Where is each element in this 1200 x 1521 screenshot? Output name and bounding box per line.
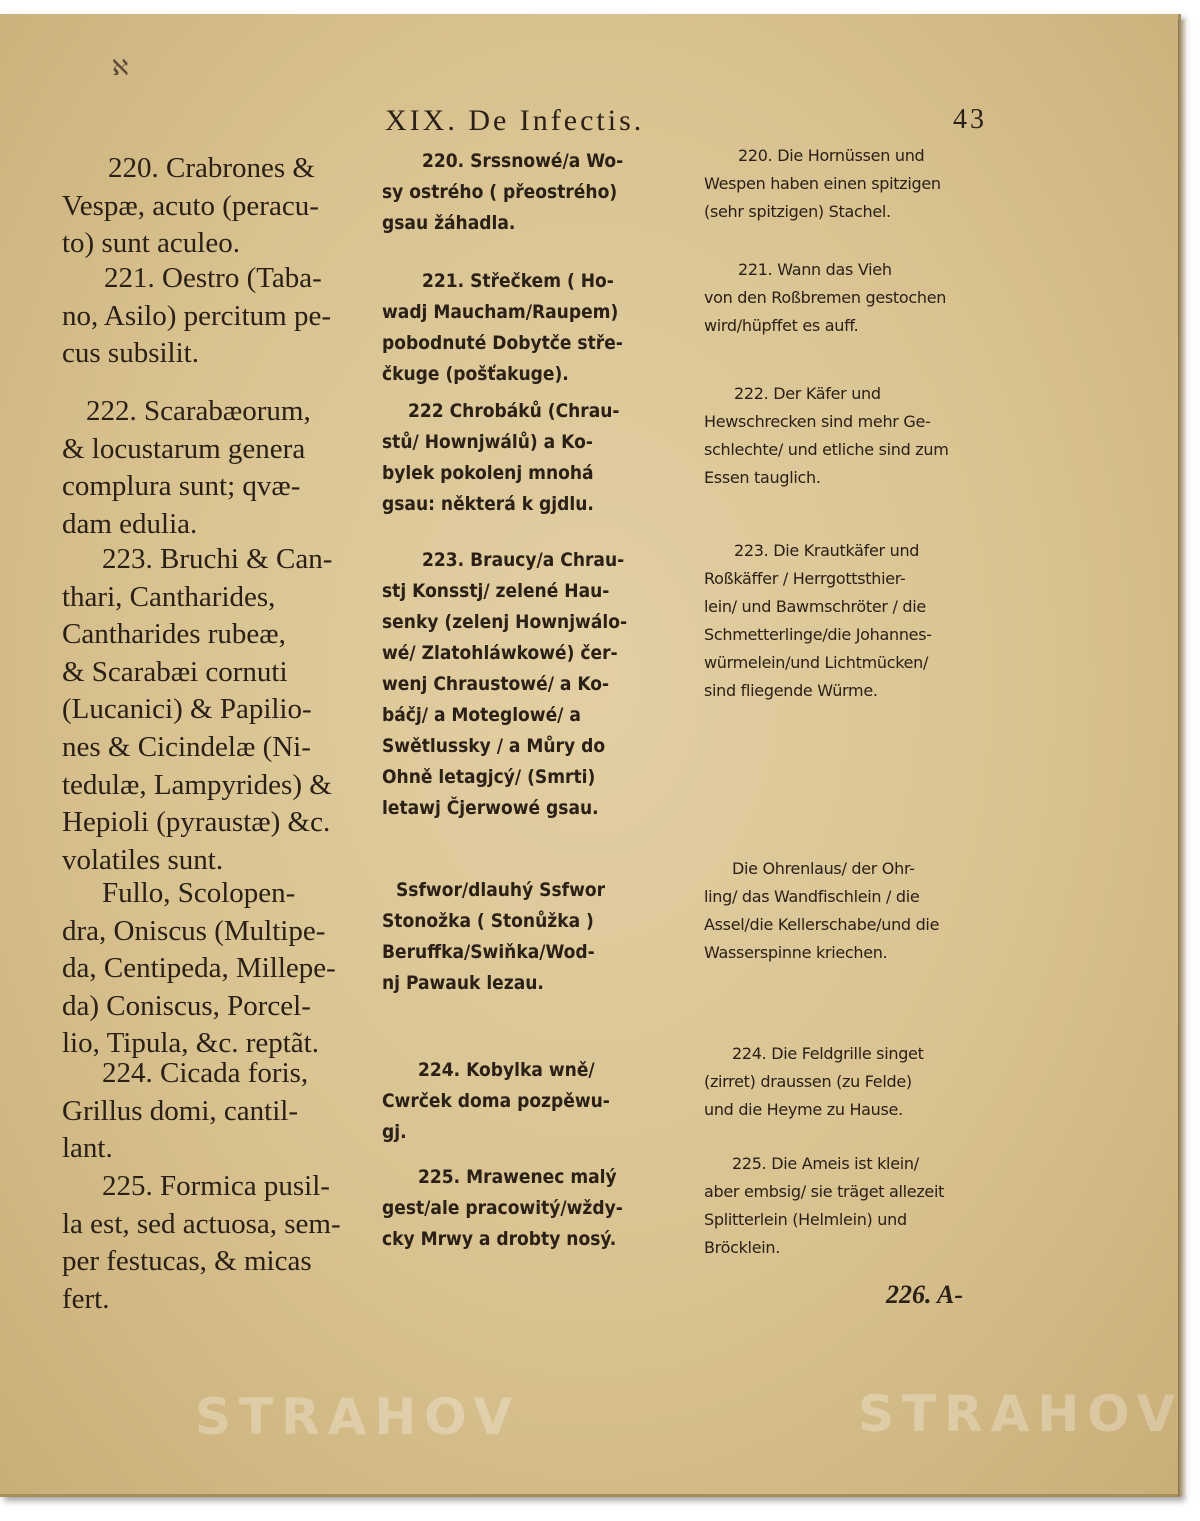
text-line: 220. Crabrones & — [108, 152, 315, 184]
page-number: 43 — [953, 104, 987, 135]
watermark-right: STRAHOV — [858, 1385, 1184, 1443]
german-entry-ohrenlaus — [704, 855, 1004, 967]
text-line: nes & Cicindelæ (Ni- — [62, 730, 311, 763]
text-line: 224. Die Feldgrille singet — [732, 1044, 924, 1063]
text-line: letawj Čjerwowé gsau. — [382, 797, 599, 819]
text-line: cus subsilit. — [62, 337, 199, 370]
text-line: nj Pawauk lezau. — [382, 972, 544, 994]
text-line: wenj Chraustowé/ a Ko- — [382, 673, 610, 695]
czech-entry-222 — [382, 396, 692, 520]
text-line: 225. Mrawenec malý — [418, 1166, 617, 1188]
text-line: Stonožka ( Stonůžka ) — [382, 910, 594, 932]
text-line: no, Asilo) percitum pe- — [62, 299, 332, 332]
text-line: Essen tauglich. — [704, 468, 821, 487]
text-line: Splitterlein (Helmlein) und — [704, 1210, 907, 1229]
text-line: aber embsig/ sie träget allezeit — [704, 1182, 945, 1201]
text-line: senky (zelenj Hownjwálo- — [382, 611, 628, 633]
text-line: 221. Wann das Vieh — [738, 260, 892, 279]
text-line: čkuge (pošťakuge). — [382, 363, 569, 385]
text-line: per festucas, & micas — [62, 1245, 312, 1278]
text-line: complura sunt; qvæ- — [62, 470, 301, 503]
text-line: 220. Srssnowé/a Wo- — [422, 150, 624, 172]
text-line: dam edulia. — [62, 507, 198, 540]
running-head — [385, 104, 985, 140]
text-line: Cwrček doma pozpěwu- — [382, 1090, 610, 1112]
page-edge-shadow — [1178, 20, 1188, 1496]
text-line: 223. Braucy/a Chrau- — [422, 549, 625, 571]
text-line: schlechte/ und etliche sind zum — [704, 440, 949, 459]
text-line: Swětlussky / a Můry do — [382, 735, 606, 757]
text-line: wadj Maucham/Raupem) — [382, 301, 619, 323]
text-line: pobodnuté Dobytče stře- — [382, 332, 623, 354]
text-line: Roßkäffer / Herrgottsthier- — [704, 569, 906, 588]
text-line: Ssfwor/dlauhý Ssfwor — [396, 879, 606, 901]
text-line: Wasserspinne kriechen. — [704, 943, 888, 962]
czech-entry-225 — [382, 1162, 692, 1255]
text-line: dra, Oniscus (Multipe- — [62, 914, 326, 947]
text-line: gj. — [382, 1121, 407, 1143]
text-line: wé/ Zlatohláwkowé) čer- — [382, 642, 618, 664]
text-line: Wespen haben einen spitzigen — [704, 174, 941, 193]
latin-entry-225 — [62, 1168, 372, 1318]
text-line: bylek pokolenj mnohá — [382, 462, 594, 484]
czech-entry-220 — [382, 146, 692, 239]
text-line: da, Centipeda, Millepe- — [62, 952, 336, 985]
text-line: báčj/ a Moteglowé/ a — [382, 704, 581, 726]
text-line: lio, Tipula, &c. reptãt. — [62, 1027, 319, 1060]
text-line: 224. Cicada foris, — [102, 1057, 309, 1089]
text-line: 221. Střečkem ( Ho- — [422, 270, 614, 292]
text-line: und die Heyme zu Hause. — [704, 1100, 903, 1119]
text-line: & Scarabæi cornuti — [62, 655, 288, 688]
text-line: würmelein/und Lichtmücken/ — [704, 653, 929, 672]
text-line: 223. Bruchi & Can- — [102, 543, 333, 575]
text-line: sy ostrého ( přeostrého) — [382, 181, 618, 203]
text-line: Grillus domi, cantil- — [62, 1094, 298, 1127]
german-entry-225 — [704, 1150, 1004, 1262]
german-entry-220 — [704, 142, 1004, 226]
german-entry-223 — [704, 537, 1004, 705]
text-line: Cantharides rubeæ, — [62, 618, 286, 651]
text-line: da) Coniscus, Porcel- — [62, 989, 311, 1022]
text-line: sind fliegende Würme. — [704, 681, 878, 700]
watermark-left: STRAHOV — [195, 1388, 521, 1446]
latin-entry-224 — [62, 1055, 372, 1168]
text-line: Hepioli (pyraustæ) &c. — [62, 806, 331, 839]
text-line: gsau: některá k gjdlu. — [382, 493, 594, 515]
text-line: 222. Der Käfer und — [734, 384, 881, 403]
text-line: to) sunt aculeo. — [62, 227, 240, 260]
text-line: 222. Scarabæorum, — [86, 395, 311, 427]
text-line: Schmetterlinge/die Johannes- — [704, 625, 932, 644]
latin-entry-fullo — [62, 875, 372, 1063]
text-line: Beruffka/Swiňka/Wod- — [382, 941, 595, 963]
text-line: Assel/die Kellerschabe/und die — [704, 915, 940, 934]
text-line: volatiles sunt. — [62, 843, 224, 876]
czech-entry-221 — [382, 266, 692, 390]
german-entry-222 — [704, 380, 1004, 492]
text-line: cky Mrwy a drobty nosý. — [382, 1228, 617, 1250]
text-line: la est, sed actuosa, sem- — [62, 1207, 341, 1240]
text-line: tedulæ, Lampyrides) & — [62, 768, 332, 801]
text-line: wird/hüpffet es auff. — [704, 316, 859, 335]
text-line: Hewschrecken sind mehr Ge- — [704, 412, 931, 431]
text-line: Vespæ, acuto (peracu- — [62, 189, 319, 222]
text-line: 225. Die Ameis ist klein/ — [732, 1154, 919, 1173]
german-entry-221 — [704, 256, 1004, 340]
text-line: & locustarum genera — [62, 432, 306, 465]
text-line: gest/ale pracowitý/wždy- — [382, 1197, 623, 1219]
german-entry-224 — [704, 1040, 1004, 1124]
text-line: (sehr spitzigen) Stachel. — [704, 202, 891, 221]
text-line: fert. — [62, 1282, 110, 1315]
text-line: 220. Die Hornüssen und — [738, 146, 925, 165]
text-line: Ohně letagjcý/ (Smrti) — [382, 766, 596, 788]
text-line: 222 Chrobáků (Chrau- — [408, 400, 620, 422]
text-line: 224. Kobylka wně/ — [418, 1059, 595, 1081]
czech-entry-224 — [382, 1055, 692, 1148]
text-line: (zirret) draussen (zu Felde) — [704, 1072, 912, 1091]
text-line: von den Roßbremen gestochen — [704, 288, 947, 307]
latin-entry-223 — [62, 541, 372, 879]
text-line: 221. Oestro (Taba- — [104, 262, 322, 294]
latin-entry-221 — [62, 260, 372, 373]
catchword: 226. A- — [886, 1280, 964, 1309]
text-line: 223. Die Krautkäfer und — [734, 541, 920, 560]
text-line: 225. Formica pusil- — [102, 1170, 330, 1202]
text-line: (Lucanici) & Papilio- — [62, 693, 312, 726]
text-line: lant. — [62, 1132, 113, 1165]
czech-entry-stwor — [382, 875, 692, 999]
printer-mark: ℵ — [112, 56, 129, 81]
latin-entry-220 — [62, 150, 372, 263]
chapter-title: XIX. De Infectis. — [385, 104, 645, 137]
text-line: ling/ das Wandfischlein / die — [704, 887, 920, 906]
text-line: Fullo, Scolopen- — [102, 877, 296, 909]
czech-entry-223 — [382, 545, 692, 824]
text-line: Bröcklein. — [704, 1238, 781, 1257]
text-line: Die Ohrenlaus/ der Ohr- — [732, 859, 915, 878]
latin-entry-222 — [62, 393, 372, 543]
text-line: thari, Cantharides, — [62, 580, 276, 613]
text-line: stj Konsstj/ zelené Hau- — [382, 580, 610, 602]
text-line: gsau žáhadla. — [382, 212, 516, 234]
text-line: stů/ Hownjwálů) a Ko- — [382, 431, 593, 453]
text-line: lein/ und Bawmschröter / die — [704, 597, 926, 616]
